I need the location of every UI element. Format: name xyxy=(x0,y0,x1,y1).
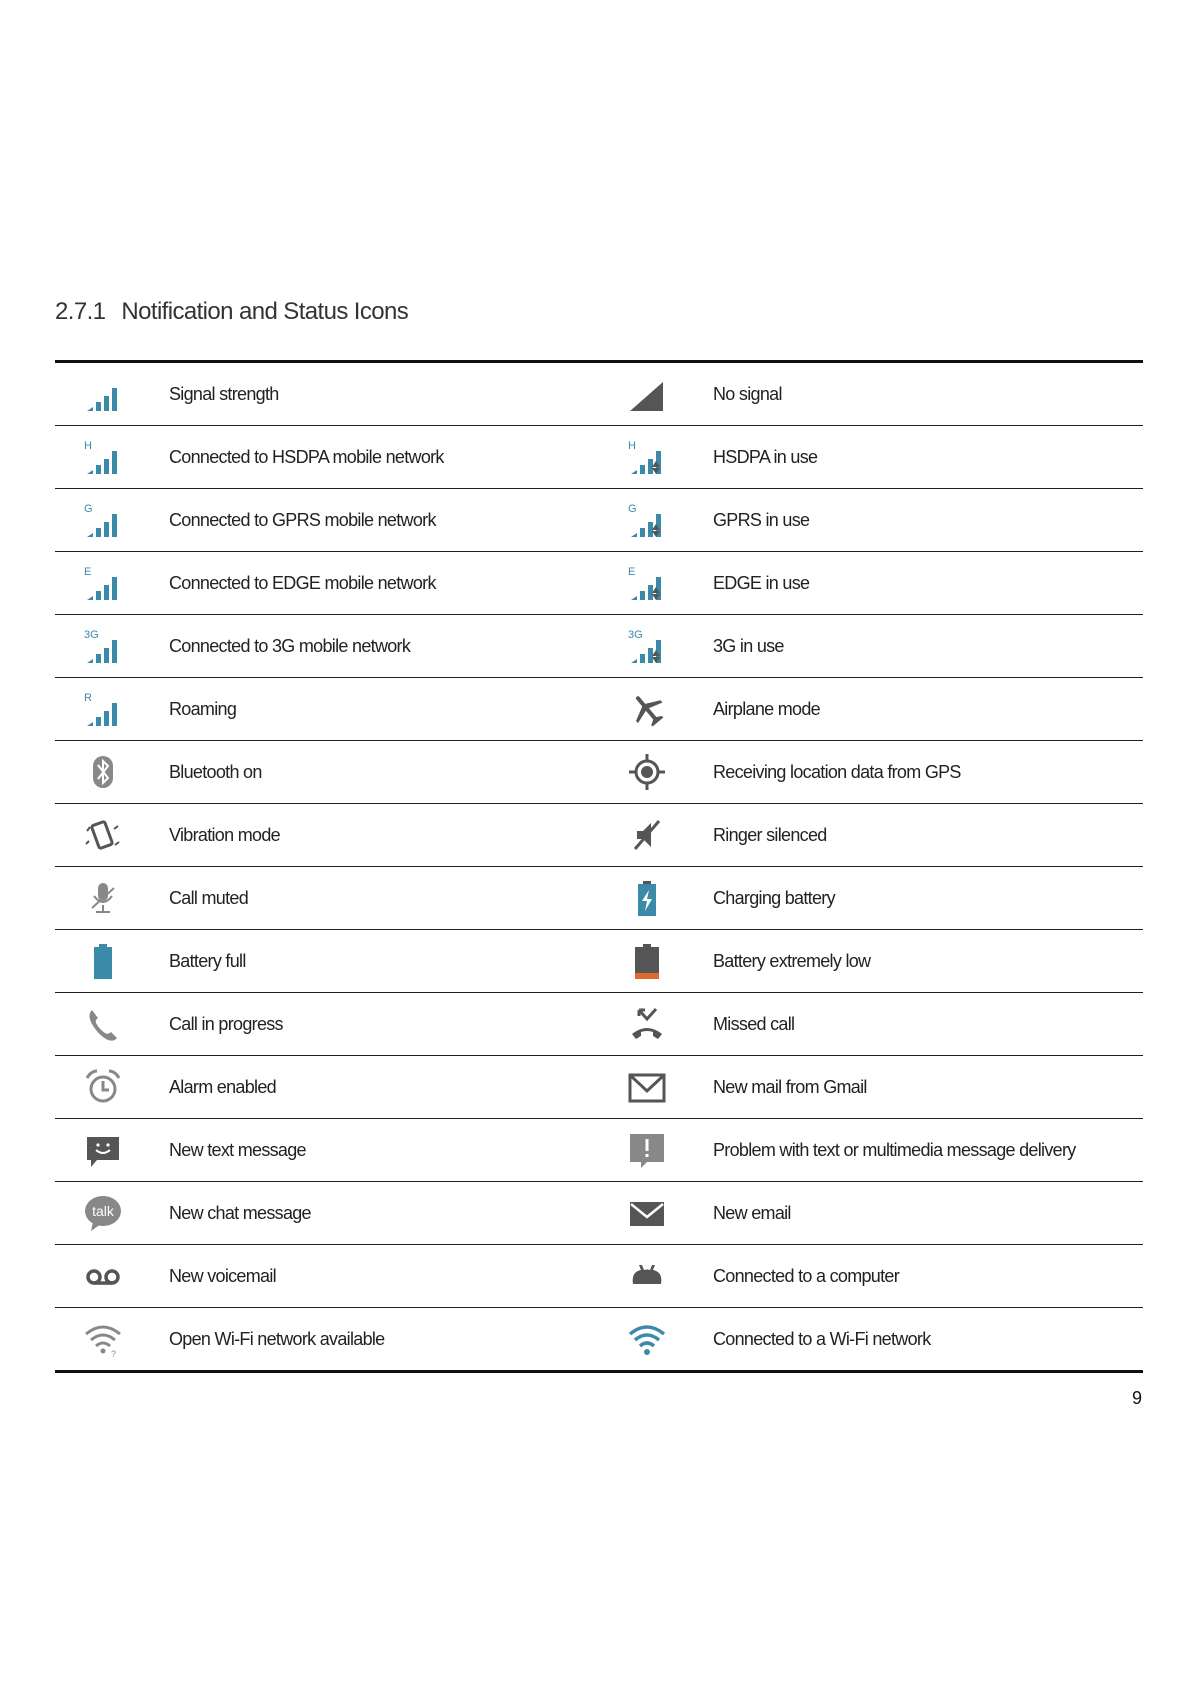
icon-wrapper xyxy=(83,626,123,666)
icon-description: Connected to GPRS mobile network xyxy=(169,509,436,530)
icon-wrapper xyxy=(83,1130,123,1170)
icon-description: Alarm enabled xyxy=(169,1076,276,1097)
icon-entry-left xyxy=(55,1056,599,1118)
icon-description: Battery full xyxy=(169,950,246,971)
icon-description: Ringer silenced xyxy=(713,824,827,845)
icon-wrapper xyxy=(83,500,123,540)
icon-description: Open Wi-Fi network available xyxy=(169,1328,385,1349)
svg-text:E: E xyxy=(628,566,636,578)
icon-wrapper xyxy=(627,1130,667,1170)
table-row xyxy=(55,929,1143,992)
icon-wrapper xyxy=(627,1319,667,1359)
icon-wrapper xyxy=(627,941,667,981)
icon-wrapper xyxy=(83,941,123,981)
icon-description: 3G in use xyxy=(713,635,784,656)
email-icon xyxy=(627,1193,667,1233)
icon-entry-left xyxy=(55,1308,599,1370)
table-row xyxy=(55,866,1143,929)
icon-description: New mail from Gmail xyxy=(713,1076,867,1097)
talk-icon xyxy=(83,1193,123,1233)
battery-low-icon xyxy=(627,941,667,981)
svg-text:H: H xyxy=(84,440,92,452)
gprs-connected-icon xyxy=(83,500,123,540)
wifi-connected-icon xyxy=(627,1319,667,1359)
icon-wrapper xyxy=(627,1193,667,1233)
icon-wrapper xyxy=(83,815,123,855)
icon-entry-right xyxy=(599,363,1143,425)
table-row xyxy=(55,425,1143,488)
icon-entry-left xyxy=(55,426,599,488)
icon-description: Call muted xyxy=(169,887,249,908)
icon-wrapper xyxy=(627,1067,667,1107)
gprs-in-use-icon xyxy=(627,500,667,540)
icon-description: Problem with text or multimedia message delivery xyxy=(713,1139,1076,1160)
icon-description: Connected to 3G mobile network xyxy=(169,635,411,656)
icon-wrapper xyxy=(83,752,123,792)
icon-description: Connected to a computer xyxy=(713,1265,900,1286)
icon-entry-right xyxy=(599,1056,1143,1118)
table-row xyxy=(55,1244,1143,1307)
page-number: 9 xyxy=(1131,1388,1142,1408)
icon-wrapper xyxy=(627,374,667,414)
hsdpa-connected-icon xyxy=(83,437,123,477)
table-row xyxy=(55,1055,1143,1118)
icon-entry-left xyxy=(55,867,599,929)
icon-entry-left xyxy=(55,741,599,803)
icon-description: Missed call xyxy=(713,1013,795,1034)
message-error-icon xyxy=(627,1130,667,1170)
icon-entry-left xyxy=(55,930,599,992)
icon-entry-right xyxy=(599,804,1143,866)
icon-entry-left xyxy=(55,552,599,614)
svg-text:R: R xyxy=(84,692,92,704)
missed-call-icon xyxy=(627,1004,667,1044)
icon-description: New text message xyxy=(169,1139,306,1160)
icon-entry-left xyxy=(55,363,599,425)
ringer-silenced-icon xyxy=(627,815,667,855)
icon-wrapper xyxy=(627,815,667,855)
table-row xyxy=(55,551,1143,614)
battery-full-icon xyxy=(83,941,123,981)
icon-wrapper xyxy=(83,437,123,477)
icon-entry-left xyxy=(55,1119,599,1181)
icon-wrapper xyxy=(627,626,667,666)
gps-icon xyxy=(627,752,667,792)
table-row xyxy=(55,677,1143,740)
icon-description: New email xyxy=(713,1202,791,1223)
table-row xyxy=(55,1307,1143,1370)
icon-description: New chat message xyxy=(169,1202,311,1223)
icon-entry-right xyxy=(599,615,1143,677)
icon-wrapper xyxy=(627,563,667,603)
table-row xyxy=(55,1181,1143,1244)
table-row xyxy=(55,740,1143,803)
no-signal-icon xyxy=(627,374,667,414)
svg-text:H: H xyxy=(628,440,636,452)
icon-entry-left xyxy=(55,678,599,740)
svg-text:E: E xyxy=(84,566,92,578)
section-number: 2.7.1 xyxy=(55,298,106,325)
icon-entry-left xyxy=(55,1182,599,1244)
icon-wrapper xyxy=(83,1319,123,1359)
icon-description: Signal strength xyxy=(169,383,279,404)
icon-table xyxy=(55,360,1143,1373)
battery-charging-icon xyxy=(627,878,667,918)
icon-description: Call in progress xyxy=(169,1013,283,1034)
icon-wrapper xyxy=(627,689,667,729)
icon-wrapper xyxy=(83,1004,123,1044)
edge-in-use-icon xyxy=(627,563,667,603)
table-row xyxy=(55,488,1143,551)
icon-entry-right xyxy=(599,1119,1143,1181)
icon-description: Airplane mode xyxy=(713,698,820,719)
svg-text:?: ? xyxy=(111,1349,117,1359)
svg-text:talk: talk xyxy=(92,1203,114,1219)
text-message-icon xyxy=(83,1130,123,1170)
icon-entry-right xyxy=(599,930,1143,992)
icon-entry-right xyxy=(599,489,1143,551)
icon-entry-left xyxy=(55,1245,599,1307)
signal-strength-icon xyxy=(83,374,123,414)
icon-entry-left xyxy=(55,489,599,551)
section-title: Notification and Status Icons xyxy=(121,298,409,325)
icon-wrapper xyxy=(627,752,667,792)
icon-wrapper xyxy=(627,437,667,477)
icon-entry-left xyxy=(55,993,599,1055)
icon-entry-left xyxy=(55,804,599,866)
icon-wrapper xyxy=(83,563,123,603)
icon-entry-right xyxy=(599,741,1143,803)
wifi-open-icon xyxy=(83,1319,123,1359)
icon-wrapper xyxy=(83,689,123,729)
usb-computer-icon xyxy=(627,1256,667,1296)
bluetooth-icon xyxy=(83,752,123,792)
icon-description: Vibration mode xyxy=(169,824,280,845)
hsdpa-in-use-icon xyxy=(627,437,667,477)
icon-description: Connected to EDGE mobile network xyxy=(169,572,436,593)
icon-description: No signal xyxy=(713,383,782,404)
icon-wrapper xyxy=(627,500,667,540)
section-heading xyxy=(55,298,408,326)
roaming-icon xyxy=(83,689,123,729)
svg-text:3G: 3G xyxy=(84,629,99,641)
svg-text:G: G xyxy=(628,503,637,515)
3g-in-use-icon xyxy=(627,626,667,666)
icon-wrapper xyxy=(83,1193,123,1233)
icon-description: GPRS in use xyxy=(713,509,810,530)
icon-description: Connected to a Wi-Fi network xyxy=(713,1328,931,1349)
icon-entry-right xyxy=(599,993,1143,1055)
icon-entry-right xyxy=(599,426,1143,488)
phone-icon xyxy=(83,1004,123,1044)
icon-description: HSDPA in use xyxy=(713,446,818,467)
table-row xyxy=(55,1118,1143,1181)
icon-entry-right xyxy=(599,678,1143,740)
icon-description: EDGE in use xyxy=(713,572,810,593)
airplane-icon xyxy=(627,689,667,729)
icon-wrapper xyxy=(83,374,123,414)
icon-entry-right xyxy=(599,1308,1143,1370)
icon-entry-right xyxy=(599,1245,1143,1307)
mic-muted-icon xyxy=(83,878,123,918)
voicemail-icon xyxy=(83,1256,123,1296)
alarm-icon xyxy=(83,1067,123,1107)
icon-description: Connected to HSDPA mobile network xyxy=(169,446,444,467)
icon-entry-right xyxy=(599,552,1143,614)
icon-wrapper xyxy=(627,878,667,918)
svg-text:G: G xyxy=(84,503,93,515)
icon-entry-left xyxy=(55,615,599,677)
table-row xyxy=(55,363,1143,425)
icon-entry-right xyxy=(599,1182,1143,1244)
icon-description: Bluetooth on xyxy=(169,761,262,782)
icon-description: Charging battery xyxy=(713,887,835,908)
icon-wrapper xyxy=(627,1004,667,1044)
edge-connected-icon xyxy=(83,563,123,603)
table-row xyxy=(55,992,1143,1055)
vibration-icon xyxy=(83,815,123,855)
icon-description: Roaming xyxy=(169,698,237,719)
icon-entry-right xyxy=(599,867,1143,929)
icon-wrapper xyxy=(83,1256,123,1296)
svg-text:3G: 3G xyxy=(628,629,643,641)
table-row xyxy=(55,803,1143,866)
icon-wrapper xyxy=(627,1256,667,1296)
3g-connected-icon xyxy=(83,626,123,666)
table-row xyxy=(55,614,1143,677)
icon-description: New voicemail xyxy=(169,1265,276,1286)
icon-description: Receiving location data from GPS xyxy=(713,761,961,782)
icon-description: Battery extremely low xyxy=(713,950,871,971)
icon-wrapper xyxy=(83,878,123,918)
icon-wrapper xyxy=(83,1067,123,1107)
gmail-icon xyxy=(627,1067,667,1107)
